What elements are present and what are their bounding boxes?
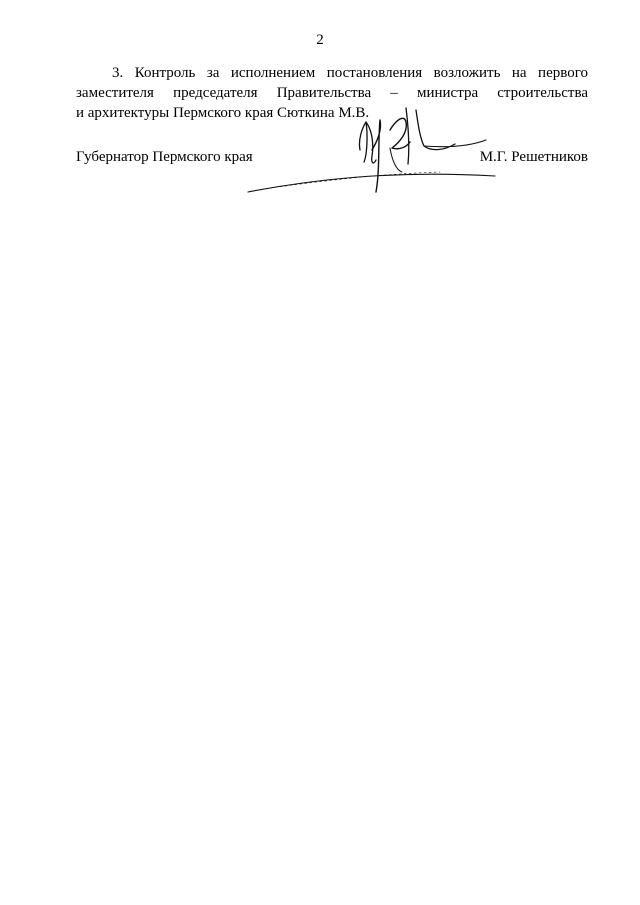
- paragraph-line-2: заместителя председателя Правительства – министра строительства: [76, 85, 588, 101]
- paragraph-line-1: 3. Контроль за исполнением постановления возложить на первого: [112, 65, 588, 81]
- handwritten-signature: [240, 100, 510, 200]
- signer-name: М.Г. Решетников: [479, 149, 588, 165]
- paragraph-line-3: и архитектуры Пермского края Сюткина М.В.: [76, 105, 370, 121]
- signer-title: Губернатор Пермского края: [76, 149, 253, 165]
- page-number: 2: [316, 32, 324, 48]
